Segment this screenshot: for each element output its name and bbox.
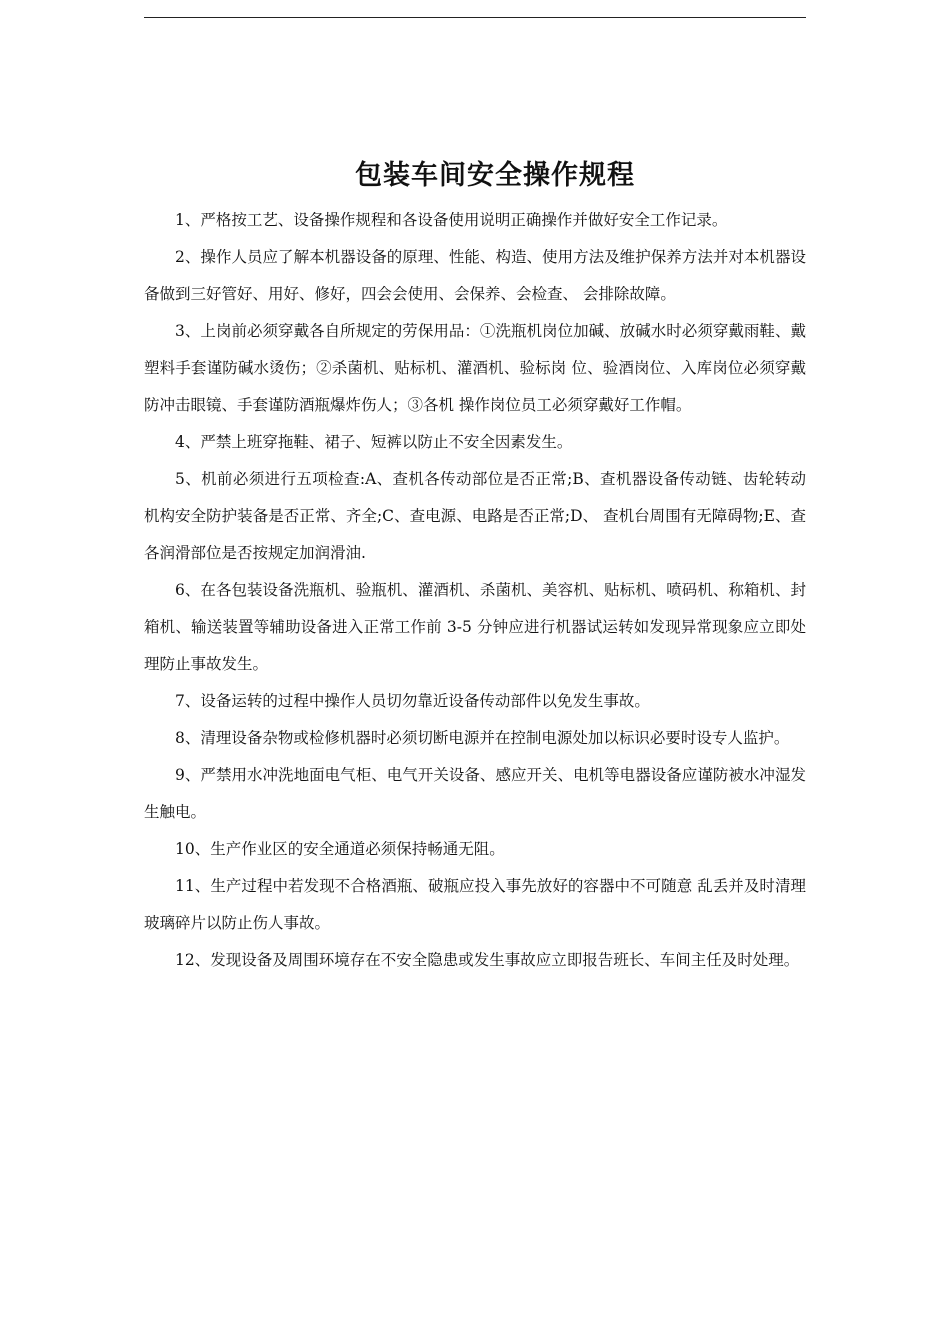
clause-7: 7、设备运转的过程中操作人员切勿靠近设备传动部件以免发生事故。 [175, 692, 650, 710]
document-title: 包装车间安全操作规程 [355, 160, 635, 191]
clause-3: 3、上岗前必须穿戴各自所规定的劳保用品：①洗瓶机岗位加碱、放碱水时必须穿戴雨鞋、戴塑料手套谨防碱水烫伤；②杀菌机、贴标机、灌酒机、验标岗 位、验酒岗位、入库岗位必须穿戴防冲击眼镜、手套谨防酒瓶爆炸伤人；③各机 操作岗位员工必须穿戴好工作帽。 [144, 322, 806, 414]
clause-5: 5、机前必须进行五项检查:A、查机各传动部位是否正常;B、查机器设备传动链、齿轮转动机构安全防护装备是否正常、齐全;C、查电源、电路是否正常;D、 查机台周围有无障碍物;E、查各润滑部位是否按规定加润滑油. [144, 470, 806, 562]
clause-list [144, 202, 806, 979]
clause-8: 8、清理设备杂物或检修机器时必须切断电源并在控制电源处加以标识必要时设专人监护。 [175, 729, 790, 747]
clause-2: 2、操作人员应了解本机器设备的原理、性能、构造、使用方法及维护保养方法并对本机器设备做到三好管好、用好、修好，四会会使用、会保养、会检查、 会排除故障。 [144, 248, 806, 303]
clause-1: 1、严格按工艺、设备操作规程和各设备使用说明正确操作并做好安全工作记录。 [175, 211, 728, 229]
clause-9: 9、严禁用水冲洗地面电气柜、电气开关设备、感应开关、电机等电器设备应谨防被水冲湿发生触电。 [144, 766, 806, 821]
clause-11: 11、生产过程中若发现不合格酒瓶、破瓶应投入事先放好的容器中不可随意 乱丢并及时清理玻璃碎片以防止伤人事故。 [144, 877, 806, 932]
clause-10: 10、生产作业区的安全通道必须保持畅通无阻。 [175, 840, 505, 858]
clause-12: 12、发现设备及周围环境存在不安全隐患或发生事故应立即报告班长、车间主任及时处理。 [175, 951, 800, 969]
header-rule [144, 17, 806, 18]
document-body [144, 150, 806, 979]
clause-6: 6、在各包装设备洗瓶机、验瓶机、灌酒机、杀菌机、美容机、贴标机、喷码机、称箱机、封箱机、输送装置等辅助设备进入正常工作前 3-5 分钟应进行机器试运转如发现异常现象应立即处理防止事故发生。 [144, 581, 806, 673]
clause-4: 4、严禁上班穿拖鞋、裙子、短裤以防止不安全因素发生。 [175, 433, 573, 451]
